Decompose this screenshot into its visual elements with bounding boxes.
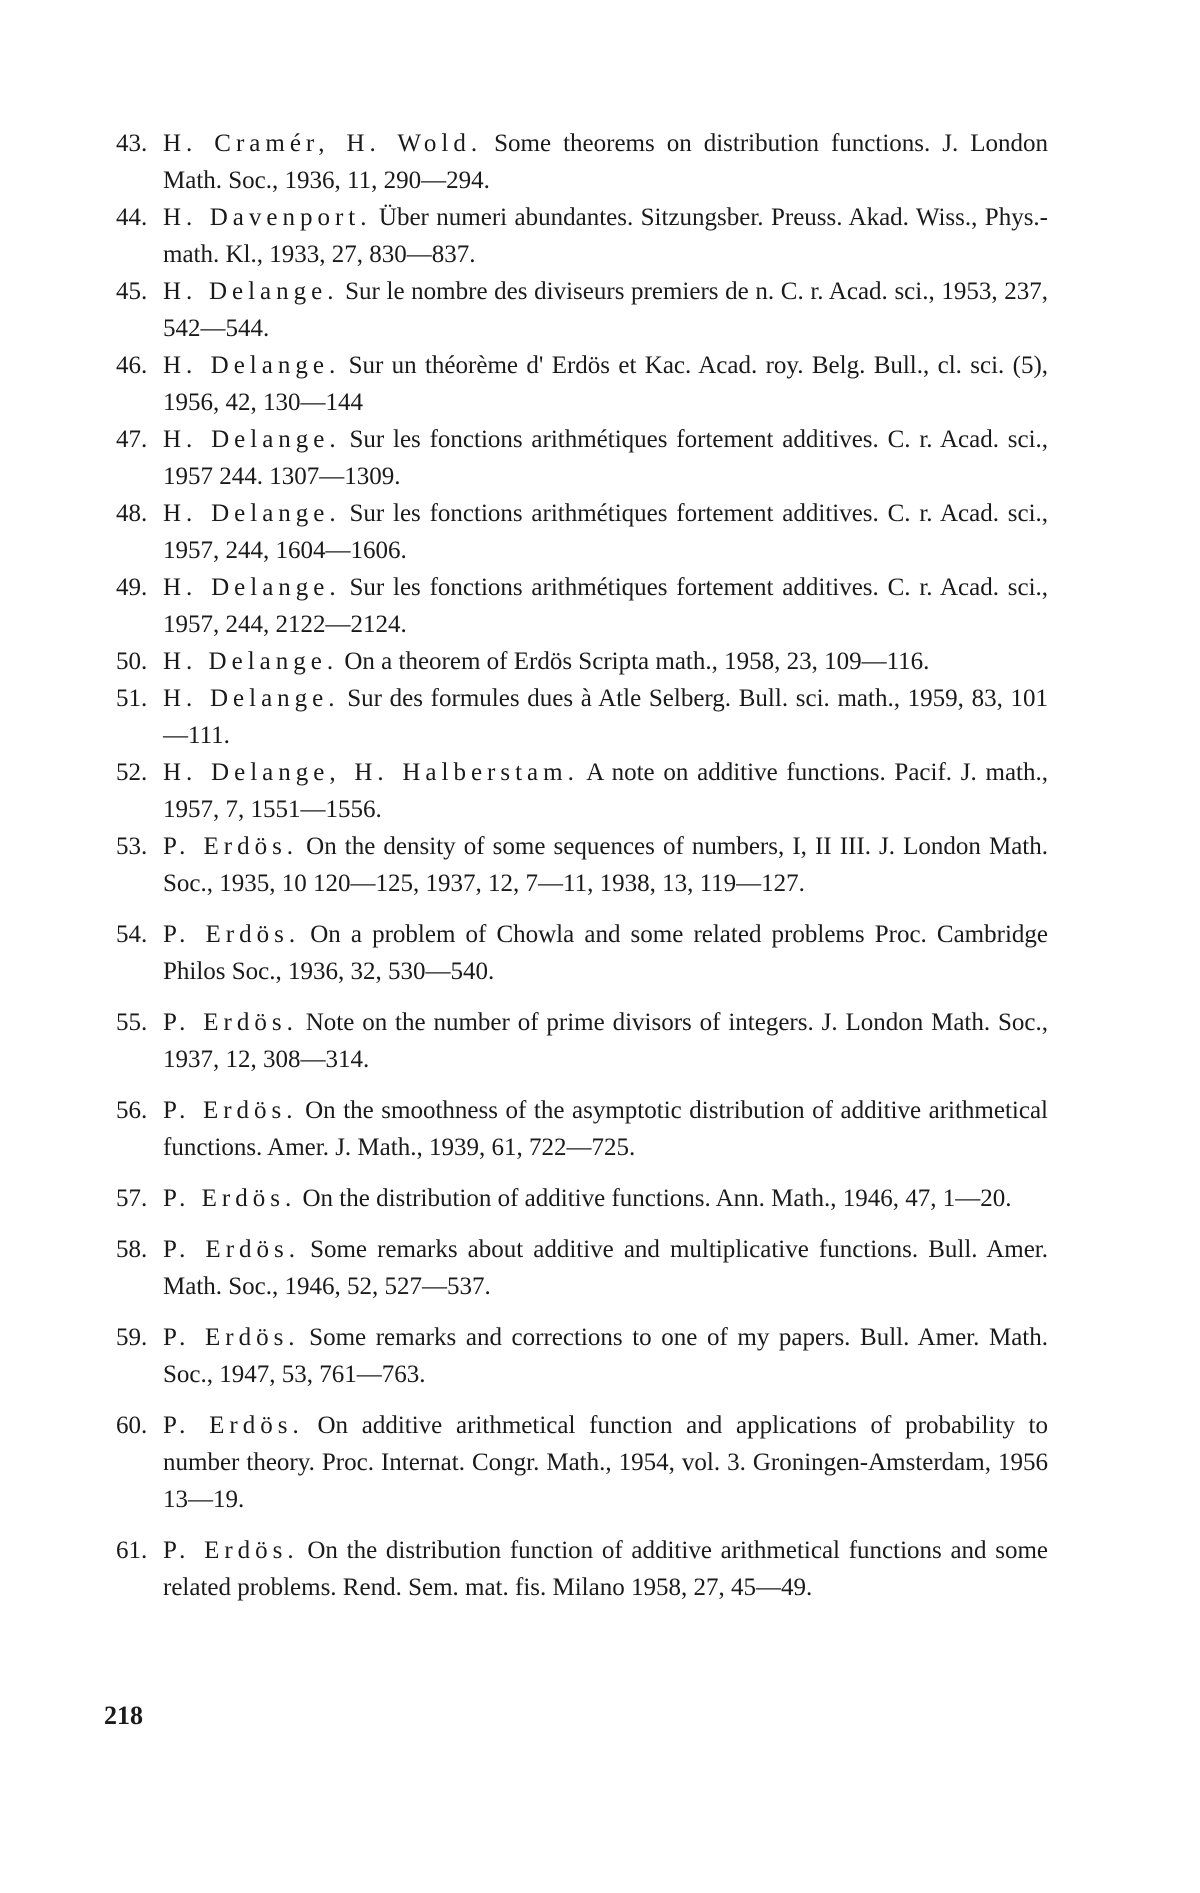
reference-text: Über numeri abundantes. Sitzungsber. Preuss. Akad. Wiss., Phys.-math. Kl., 1933, 27, 830—837. — [163, 204, 1048, 268]
reference-number: 61. — [116, 1532, 156, 1569]
reference-text: On the distribution of additive functions. Ann. Math., 1946, 47, 1—20. — [302, 1185, 1011, 1212]
reference-authors: P. Erdös. — [163, 1185, 296, 1212]
reference-authors: P. Erdös. — [163, 921, 300, 948]
reference-authors: P. Erdös. — [163, 1236, 300, 1263]
reference-text: Some theorems on distribution functions. J. London Math. Soc., 1936, 11, 290—294. — [163, 130, 1048, 194]
reference-authors: H. Delange. — [163, 426, 341, 453]
reference-item — [116, 1231, 1048, 1305]
reference-authors: H. Delange. — [163, 352, 340, 379]
reference-item — [116, 495, 1048, 569]
reference-item — [116, 754, 1048, 828]
reference-authors: H. Delange. — [163, 500, 341, 527]
reference-number: 45. — [116, 273, 156, 310]
reference-authors: H. Cramér, H. Wold. — [163, 130, 482, 157]
reference-text: On the density of some sequences of numbers, I, II III. J. London Math. Soc., 1935, 10 120—125, 1937, 12, 7—11, 1938, 13, 119—127. — [163, 833, 1048, 897]
reference-authors: P. Erdös. — [163, 1009, 298, 1036]
reference-item — [116, 1532, 1048, 1606]
reference-authors: P. Erdös. — [163, 1097, 298, 1124]
reference-number: 55. — [116, 1004, 156, 1041]
reference-text: A note on additive functions. Pacif. J. math., 1957, 7, 1551—1556. — [163, 759, 1048, 823]
reference-text: Sur les fonctions arithmétiques fortement additives. C. r. Acad. sci., 1957, 244, 2122—2124. — [163, 574, 1048, 638]
reference-item — [116, 421, 1048, 495]
reference-number: 56. — [116, 1092, 156, 1129]
reference-text: On a theorem of Erdös Scripta math., 1958, 23, 109—116. — [344, 648, 929, 675]
reference-number: 50. — [116, 643, 156, 680]
page-number: 218 — [104, 1701, 143, 1731]
reference-text: Sur le nombre des diviseurs premiers de n. C. r. Acad. sci., 1953, 237, 542—544. — [163, 278, 1048, 342]
reference-item — [116, 1319, 1048, 1393]
reference-item — [116, 1180, 1048, 1217]
reference-authors: P. Erdös. — [163, 1324, 300, 1351]
reference-text: Some remarks and corrections to one of my papers. Bull. Amer. Math. Soc., 1947, 53, 761—763. — [163, 1324, 1048, 1388]
book-page — [0, 0, 1200, 1893]
reference-item — [116, 828, 1048, 902]
reference-item — [116, 273, 1048, 347]
reference-authors: H. Davenport. — [163, 204, 371, 231]
reference-authors: H. Delange. — [163, 685, 340, 712]
reference-number: 46. — [116, 347, 156, 384]
reference-number: 51. — [116, 680, 156, 717]
reference-number: 54. — [116, 916, 156, 953]
reference-item — [116, 680, 1048, 754]
reference-text: Sur des formules dues à Atle Selberg. Bull. sci. math., 1959, 83, 101—111. — [163, 685, 1048, 749]
reference-number: 44. — [116, 199, 156, 236]
reference-number: 58. — [116, 1231, 156, 1268]
reference-authors: P. Erdös. — [163, 1412, 304, 1439]
reference-authors: P. Erdös. — [163, 833, 298, 860]
reference-number: 60. — [116, 1407, 156, 1444]
reference-item — [116, 125, 1048, 199]
reference-number: 57. — [116, 1180, 156, 1217]
reference-item — [116, 1407, 1048, 1518]
reference-item — [116, 916, 1048, 990]
reference-authors: H. Delange, H. Halberstam. — [163, 759, 579, 786]
reference-item — [116, 199, 1048, 273]
reference-number: 53. — [116, 828, 156, 865]
reference-number: 52. — [116, 754, 156, 791]
reference-item — [116, 569, 1048, 643]
reference-authors: H. Delange. — [163, 278, 338, 305]
reference-authors: H. Delange. — [163, 574, 341, 601]
reference-number: 47. — [116, 421, 156, 458]
reference-text: Some remarks about additive and multiplicative functions. Bull. Amer. Math. Soc., 1946, 52, 527—537. — [163, 1236, 1048, 1300]
reference-number: 48. — [116, 495, 156, 532]
reference-authors: H. Delange. — [163, 648, 338, 675]
reference-number: 43. — [116, 125, 156, 162]
reference-item — [116, 347, 1048, 421]
reference-authors: P. Erdös. — [163, 1537, 299, 1564]
reference-text: Sur les fonctions arithmétiques fortement additives. C. r. Acad. sci., 1957, 244, 1604—1606. — [163, 500, 1048, 564]
reference-text: Sur un théorème d' Erdös et Kac. Acad. roy. Belg. Bull., cl. sci. (5), 1956, 42, 130—144 — [163, 352, 1048, 416]
reference-item — [116, 1004, 1048, 1078]
reference-item — [116, 643, 1048, 680]
reference-text: Sur les fonctions arithmétiques fortement additives. C. r. Acad. sci., 1957 244. 1307—1309. — [163, 426, 1048, 490]
reference-list — [116, 125, 1048, 1606]
reference-text: Note on the number of prime divisors of integers. J. London Math. Soc., 1937, 12, 308—314. — [163, 1009, 1048, 1073]
reference-text: On the distribution function of additive arithmetical functions and some related problems. Rend. Sem. mat. fis. Milano 1958, 27, 45—49. — [163, 1537, 1048, 1601]
reference-text: On the smoothness of the asymptotic distribution of additive arithmetical functions. Amer. J. Math., 1939, 61, 722—725. — [163, 1097, 1048, 1161]
reference-text: On additive arithmetical function and applications of probability to number theory. Proc. Internat. Congr. Math., 1954, vol. 3. Groningen-Amsterdam, 1956 13—19. — [163, 1412, 1048, 1513]
reference-number: 59. — [116, 1319, 156, 1356]
reference-item — [116, 1092, 1048, 1166]
reference-text: On a problem of Chowla and some related problems Proc. Cambridge Philos Soc., 1936, 32, 530—540. — [163, 921, 1048, 985]
reference-number: 49. — [116, 569, 156, 606]
